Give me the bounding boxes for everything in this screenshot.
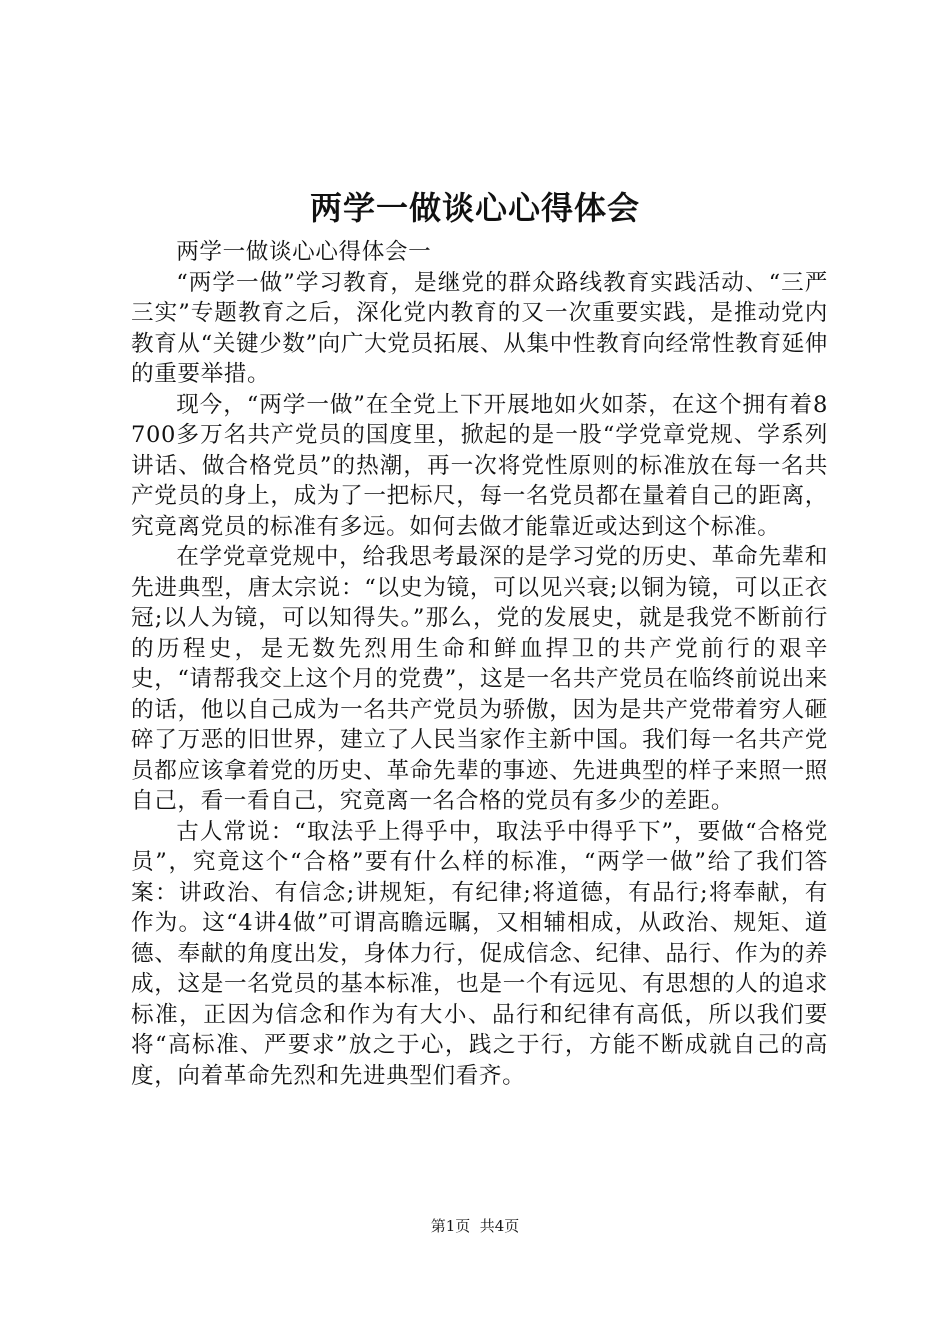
document-body — [131, 237, 828, 1091]
body-paragraph: 在学党章党规中，给我思考最深的是学习党的历史、革命先辈和先进典型，唐太宗说：“以史为镜，可以见兴衰;以铜为镜，可以正衣冠;以人为镜，可以知得失。”那么，党的发展史，就是我党不断前行的历程史，是无数先烈用生命和鲜血捍卫的共产党前行的艰辛史，“请帮我交上这个月的党费”，这是一名共产党员在临终前说出来的话，他以自己成为一名共产党员为骄傲，因为是共产党带着穷人砸碎了万恶的旧世界，建立了人民当家作主新中国。我们每一名共产党员都应该拿着党的历史、革命先辈的事迹、先进典型的样子来照一照自己，看一看自己，究竟离一名合格的党员有多少的差距。 — [131, 544, 828, 814]
body-paragraph: 古人常说：“取法乎上得乎中，取法乎中得乎下”，要做“合格党员”，究竟这个“合格”要有什么样的标准，“两学一做”给了我们答案：讲政治、有信念;讲规矩，有纪律;将道德，有品行;将奉献，有作为。这“4讲4做”可谓高瞻远瞩，又相辅相成，从政治、规矩、道德、奉献的角度出发，身体力行，促成信念、纪律、品行、作为的养成，这是一名党员的基本标准，也是一个有远见、有思想的人的追求标准，正因为信念和作为有大小、品行和纪律有高低，所以我们要将“高标准、严要求”放之于心，践之于行，方能不断成就自己的高度，向着革命先烈和先进典型们看齐。 — [131, 818, 828, 1089]
document-title: 两学一做谈心心得体会 — [309, 189, 640, 227]
subtitle-paragraph: 两学一做谈心心得体会一 — [176, 239, 432, 265]
body-paragraph: “两学一做”学习教育，是继党的群众路线教育实践活动、“三严三实”专题教育之后，深化党内教育的又一次重要实践，是推动党内教育从“关键少数”向广大党员拓展、从集中性教育向经常性教育延伸的重要举措。 — [131, 269, 828, 387]
body-paragraph: 现今，“两学一做”在全党上下开展地如火如荼，在这个拥有着8700多万名共产党员的国度里，掀起的是一股“学党章党规、学系列讲话、做合格党员”的热潮，再一次将党性原则的标准放在每一名共产党员的身上，成为了一把标尺，每一名党员都在量着自己的距离，究竟离党员的标准有多远。如何去做才能靠近或达到这个标准。 — [131, 391, 828, 540]
page-footer: 第1页 共4页 — [430, 1217, 520, 1235]
